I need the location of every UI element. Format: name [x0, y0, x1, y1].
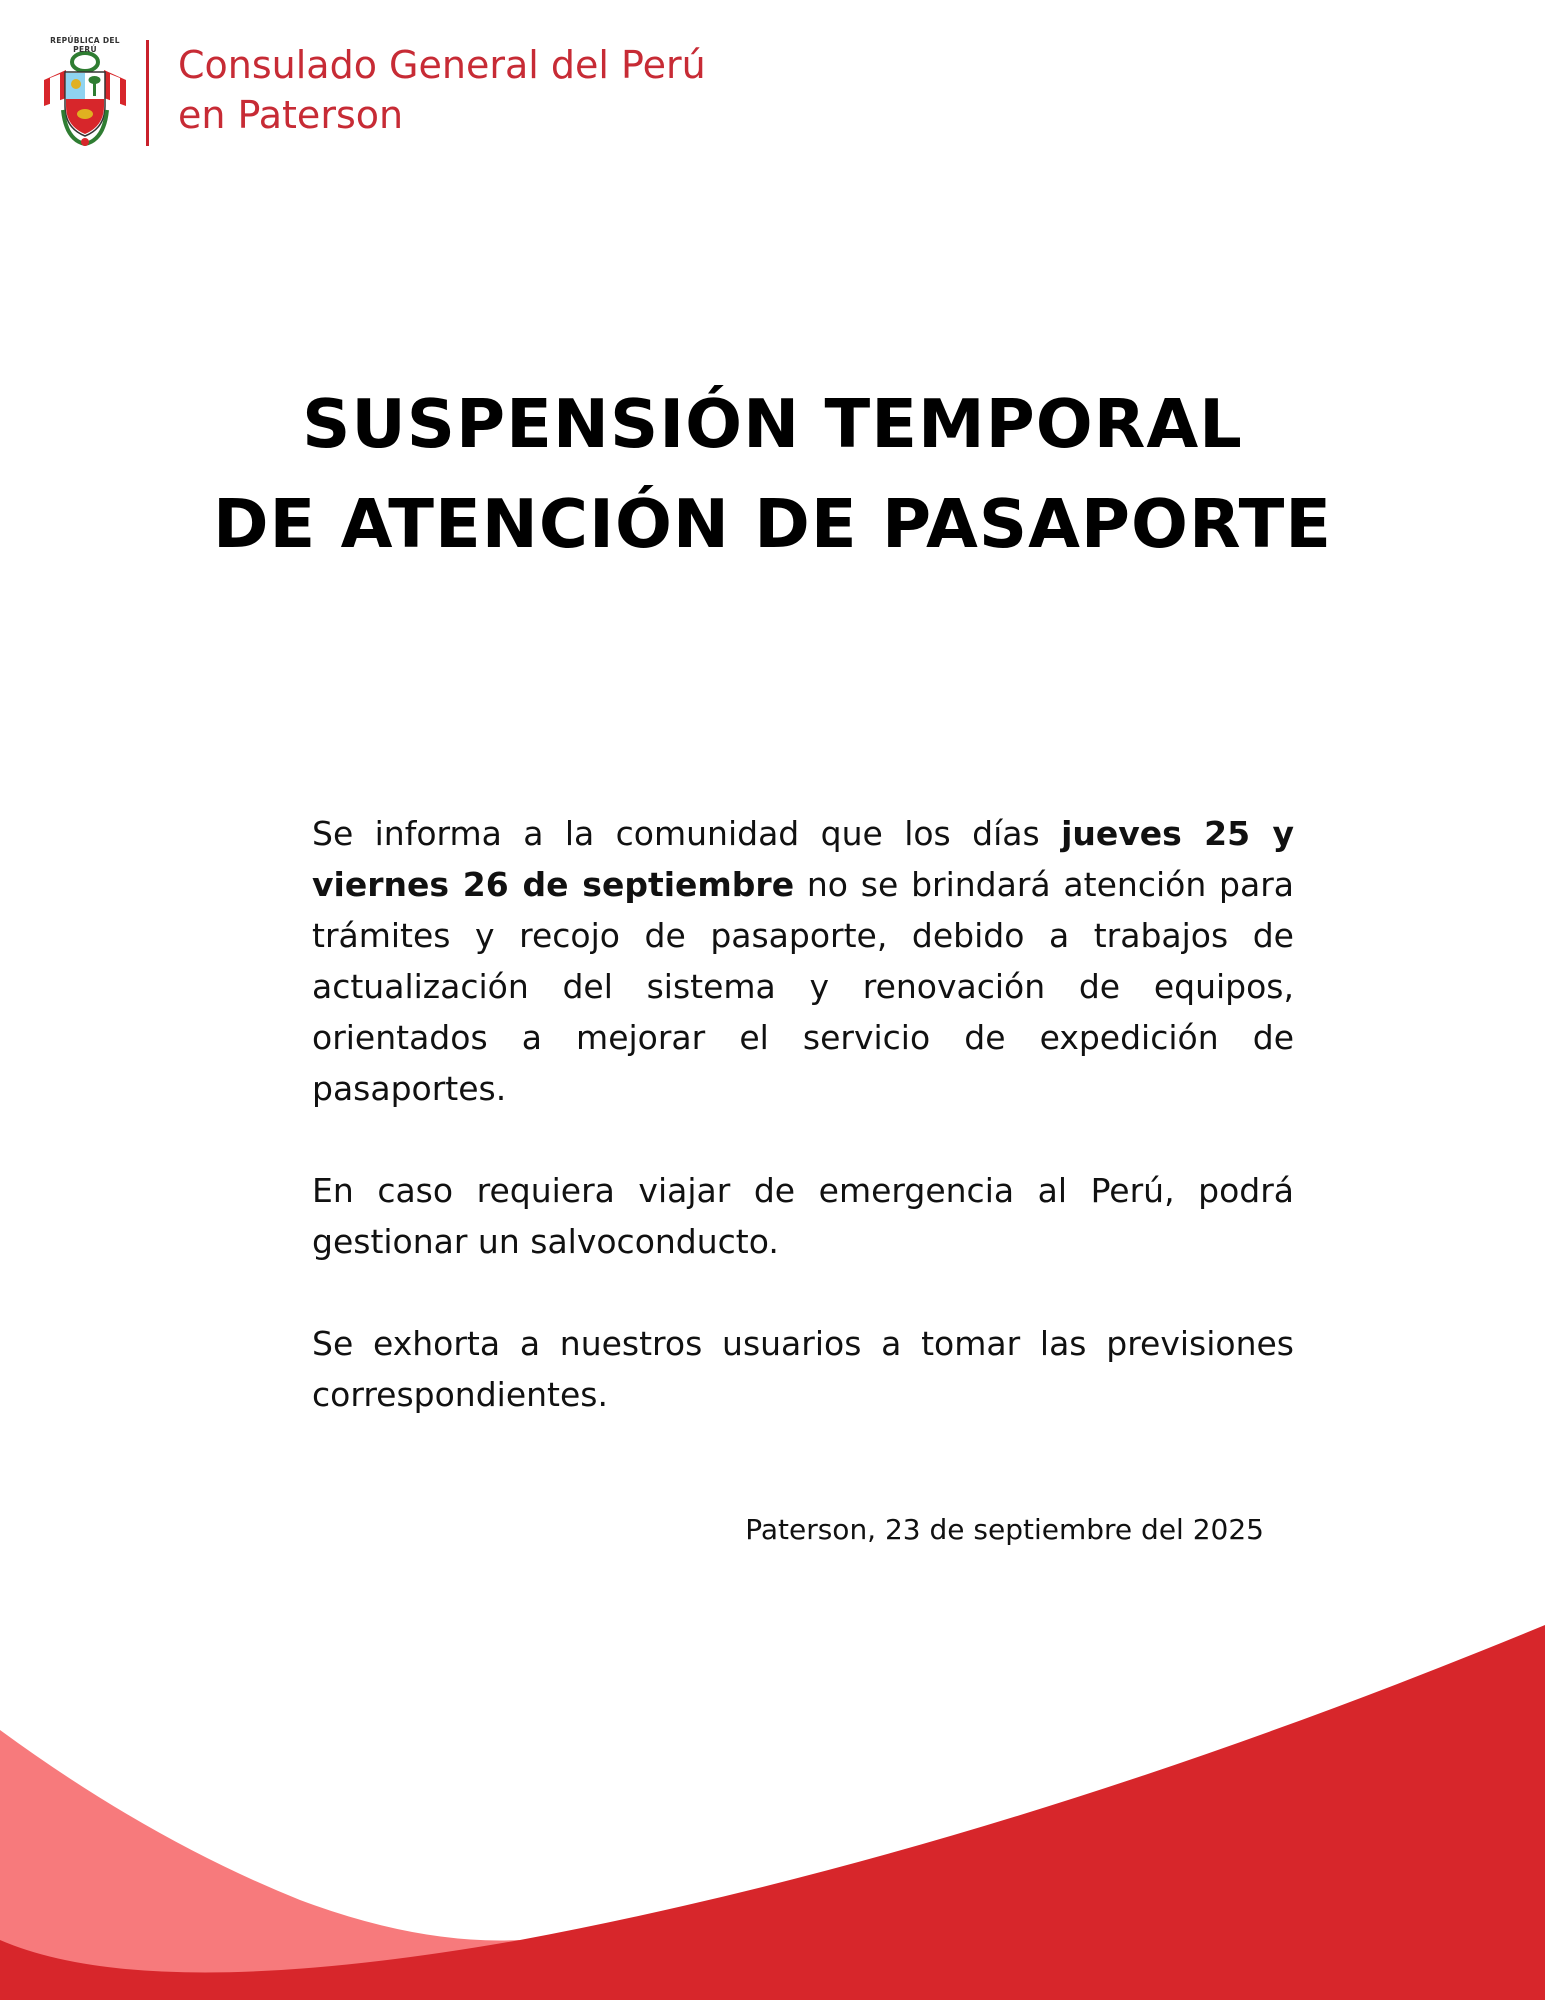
- paragraph-advice: Se exhorta a nuestros usuarios a tomar las previsiones correspondientes.: [312, 1324, 1294, 1414]
- coat-of-arms-logo: [36, 36, 134, 148]
- notice-title-line2: DE ATENCIÓN DE PASAPORTE: [212, 485, 1333, 563]
- notice-title: [0, 374, 1545, 574]
- organization-name-line1: Consulado General del Perú: [178, 43, 706, 87]
- highlighted-dates: jueves 25 y viernes 26 de septiembre: [312, 814, 1294, 904]
- decorative-wave: [0, 1600, 1545, 2000]
- crest-caption: REPÚBLICA DEL PERÚ: [50, 36, 120, 54]
- organization-name-line2: en Paterson: [178, 93, 404, 137]
- place-and-date: Paterson, 23 de septiembre del 2025: [745, 1513, 1264, 1546]
- paragraph-emergency: En caso requiera viajar de emergencia al Perú, podrá gestionar un salvoconducto.: [312, 1171, 1294, 1261]
- notice-title-line1: SUSPENSIÓN TEMPORAL: [302, 385, 1243, 463]
- paragraph-text: Se informa a la comunidad que los días: [312, 814, 1062, 853]
- paragraph-text: no se brindará atención para trámites y recojo de pasaporte, debido a trabajos de actualización del sistema y renovación de equipos, orientados a mejorar el servicio de expedición de pasaportes.: [312, 865, 1294, 1108]
- header-divider: [146, 40, 149, 146]
- notice-body: [312, 808, 1294, 1471]
- organization-name: [178, 40, 706, 140]
- paragraph-announcement: [312, 808, 1294, 1114]
